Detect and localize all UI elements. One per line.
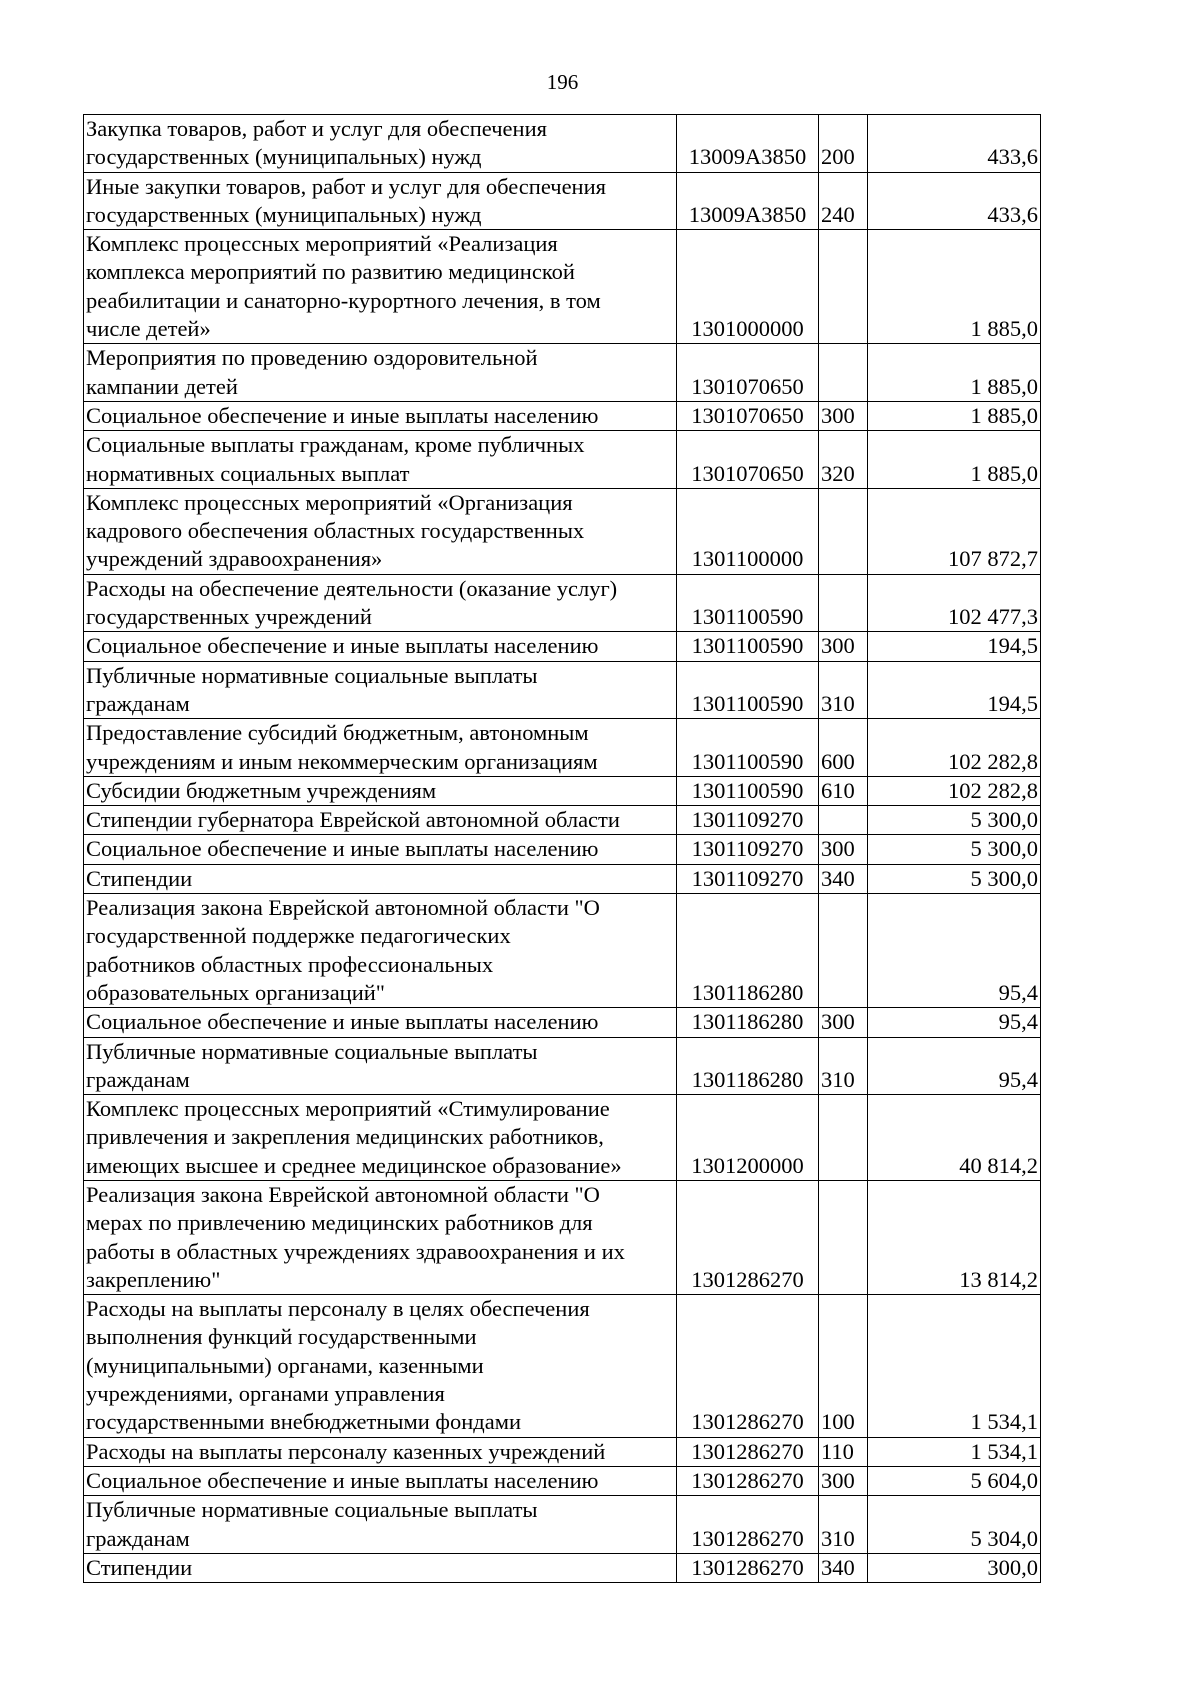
- expense-name-cell: [84, 1437, 677, 1466]
- amount-cell: 13 814,2: [868, 1180, 1041, 1294]
- table-row: [84, 1437, 1041, 1466]
- table-row: [84, 864, 1041, 893]
- expense-type-cell: 300: [819, 1008, 868, 1037]
- expense-type-cell: 340: [819, 1553, 868, 1582]
- expense-name-cell: [84, 1466, 677, 1495]
- amount-cell: 433,6: [868, 172, 1041, 230]
- expense-name-line: гражданам: [86, 1525, 190, 1551]
- expense-name-line: числе детей»: [86, 316, 211, 342]
- target-code-cell: 1301186280: [677, 894, 819, 1008]
- expense-type-cell: 300: [819, 401, 868, 430]
- expense-type-cell: [819, 488, 868, 574]
- expense-name-cell: [84, 1008, 677, 1037]
- amount-cell: 1 534,1: [868, 1437, 1041, 1466]
- target-code-cell: 1301286270: [677, 1553, 819, 1582]
- expense-type-cell: [819, 1180, 868, 1294]
- target-code-cell: 1301070650: [677, 401, 819, 430]
- table-row: [84, 776, 1041, 805]
- expense-type-cell: 110: [819, 1437, 868, 1466]
- expense-name-line: образовательных организаций": [86, 979, 385, 1005]
- expense-name-line: государственных (муниципальных) нужд: [86, 201, 482, 227]
- target-code-cell: 1301186280: [677, 1008, 819, 1037]
- amount-cell: 194,5: [868, 632, 1041, 661]
- target-code-cell: 1301286270: [677, 1295, 819, 1437]
- expense-name-line: государственными внебюджетными фондами: [86, 1409, 522, 1435]
- expense-name-cell: [84, 431, 677, 489]
- expense-name-line: Предоставление субсидий бюджетным, автономным: [86, 720, 589, 746]
- amount-cell: 5 300,0: [868, 864, 1041, 893]
- expense-type-cell: 300: [819, 835, 868, 864]
- expense-type-cell: 600: [819, 719, 868, 777]
- table-row: [84, 1466, 1041, 1495]
- expense-name-line: Публичные нормативные социальные выплаты: [86, 1497, 538, 1523]
- amount-cell: 433,6: [868, 115, 1041, 173]
- expense-name-line: Субсидии бюджетным учреждениям: [86, 777, 437, 803]
- expense-name-line: мерах по привлечению медицинских работников для: [86, 1210, 593, 1236]
- amount-cell: 40 814,2: [868, 1095, 1041, 1181]
- expense-type-cell: [819, 230, 868, 344]
- amount-cell: 1 885,0: [868, 230, 1041, 344]
- amount-cell: 5 304,0: [868, 1496, 1041, 1554]
- amount-cell: 194,5: [868, 661, 1041, 719]
- expense-type-cell: 340: [819, 864, 868, 893]
- expense-name-line: учреждениям и иным некоммерческим организациям: [86, 748, 598, 774]
- expense-type-cell: [819, 894, 868, 1008]
- expense-type-cell: 310: [819, 1496, 868, 1554]
- target-code-cell: 1301100590: [677, 719, 819, 777]
- budget-table: [83, 114, 1041, 1583]
- expense-name-cell: [84, 776, 677, 805]
- page-number: 196: [546, 70, 579, 94]
- target-code-cell: 1301100590: [677, 574, 819, 632]
- expense-name-cell: [84, 344, 677, 402]
- amount-cell: 102 477,3: [868, 574, 1041, 632]
- target-code-cell: 1301070650: [677, 431, 819, 489]
- target-code-cell: 1301286270: [677, 1180, 819, 1294]
- expense-type-cell: 310: [819, 1037, 868, 1095]
- table-row: [84, 1037, 1041, 1095]
- target-code-cell: 1301109270: [677, 806, 819, 835]
- expense-name-line: Расходы на выплаты персоналу в целях обеспечения: [86, 1296, 590, 1322]
- table-row: [84, 488, 1041, 574]
- expense-name-cell: [84, 661, 677, 719]
- expense-name-line: Закупка товаров, работ и услуг для обеспечения: [86, 116, 547, 141]
- amount-cell: 1 885,0: [868, 344, 1041, 402]
- table-row: [84, 806, 1041, 835]
- amount-cell: 1 885,0: [868, 431, 1041, 489]
- target-code-cell: 1301100590: [677, 776, 819, 805]
- expense-name-cell: [84, 488, 677, 574]
- table-row: [84, 230, 1041, 344]
- target-code-cell: 1301286270: [677, 1466, 819, 1495]
- target-code-cell: 1301109270: [677, 835, 819, 864]
- expense-name-line: Расходы на обеспечение деятельности (оказание услуг): [86, 575, 618, 601]
- table-row: [84, 344, 1041, 402]
- expense-name-line: привлечения и закрепления медицинских работников,: [86, 1124, 604, 1150]
- expense-name-line: государственной поддержке педагогических: [86, 923, 511, 949]
- expense-name-cell: [84, 115, 677, 173]
- expense-name-line: кампании детей: [86, 373, 238, 399]
- expense-name-line: Реализация закона Еврейской автономной области "О: [86, 1181, 600, 1207]
- expense-name-line: Реализация закона Еврейской автономной области "О: [86, 895, 600, 921]
- expense-type-cell: 320: [819, 431, 868, 489]
- expense-name-line: учреждениями, органами управления: [86, 1381, 445, 1407]
- expense-name-line: Публичные нормативные социальные выплаты: [86, 662, 538, 688]
- expense-name-cell: [84, 835, 677, 864]
- expense-name-line: работы в областных учреждениях здравоохранения и их: [86, 1238, 625, 1264]
- amount-cell: 95,4: [868, 894, 1041, 1008]
- expense-name-cell: [84, 632, 677, 661]
- amount-cell: 95,4: [868, 1008, 1041, 1037]
- expense-name-cell: [84, 806, 677, 835]
- expense-type-cell: [819, 1095, 868, 1181]
- target-code-cell: 13009А3850: [677, 115, 819, 173]
- expense-name-line: выполнения функций государственными: [86, 1324, 477, 1350]
- table-row: [84, 1496, 1041, 1554]
- expense-name-line: учреждений здравоохранения»: [86, 546, 383, 572]
- expense-name-line: комплекса мероприятий по развитию медицинской: [86, 259, 575, 285]
- table-row: [84, 1008, 1041, 1037]
- table-row: [84, 431, 1041, 489]
- expense-name-cell: [84, 1037, 677, 1095]
- expense-name-cell: [84, 1180, 677, 1294]
- expense-name-line: Социальное обеспечение и иные выплаты населению: [86, 836, 599, 862]
- table-row: [84, 401, 1041, 430]
- expense-name-line: реабилитации и санаторно-курортного лечения, в том: [86, 287, 601, 313]
- expense-name-cell: [84, 1553, 677, 1582]
- expense-name-line: Стипендии: [86, 865, 193, 891]
- expense-name-line: Социальное обеспечение и иные выплаты населению: [86, 633, 599, 659]
- table-row: [84, 719, 1041, 777]
- table-row: [84, 661, 1041, 719]
- amount-cell: 5 300,0: [868, 835, 1041, 864]
- expense-type-cell: 300: [819, 632, 868, 661]
- amount-cell: 1 534,1: [868, 1295, 1041, 1437]
- table-row: [84, 172, 1041, 230]
- expense-name-line: (муниципальными) органами, казенными: [86, 1352, 484, 1378]
- expense-name-line: Расходы на выплаты персоналу казенных учреждений: [86, 1438, 606, 1464]
- expense-type-cell: 300: [819, 1466, 868, 1495]
- table-row: [84, 574, 1041, 632]
- expense-name-line: Социальное обеспечение и иные выплаты населению: [86, 1467, 599, 1493]
- expense-type-cell: 310: [819, 661, 868, 719]
- expense-name-line: Иные закупки товаров, работ и услуг для обеспечения: [86, 173, 606, 199]
- expense-name-line: имеющих высшее и среднее медицинское образование»: [86, 1152, 622, 1178]
- table-row: [84, 1295, 1041, 1437]
- expense-type-cell: [819, 806, 868, 835]
- expense-name-line: работников областных профессиональных: [86, 951, 494, 977]
- expense-type-cell: 200: [819, 115, 868, 173]
- amount-cell: 5 604,0: [868, 1466, 1041, 1495]
- expense-name-line: государственных (муниципальных) нужд: [86, 144, 482, 170]
- expense-name-line: кадрового обеспечения областных государственных: [86, 518, 585, 544]
- expense-type-cell: 610: [819, 776, 868, 805]
- amount-cell: 1 885,0: [868, 401, 1041, 430]
- budget-table-body: [84, 115, 1041, 1583]
- expense-name-cell: [84, 1095, 677, 1181]
- expense-name-line: Комплекс процессных мероприятий «Реализация: [86, 231, 558, 257]
- table-row: [84, 1553, 1041, 1582]
- expense-name-cell: [84, 172, 677, 230]
- table-row: [84, 894, 1041, 1008]
- expense-name-line: Социальное обеспечение и иные выплаты населению: [86, 402, 599, 428]
- amount-cell: 95,4: [868, 1037, 1041, 1095]
- expense-name-line: Социальные выплаты гражданам, кроме публичных: [86, 432, 585, 458]
- expense-name-cell: [84, 574, 677, 632]
- expense-type-cell: 240: [819, 172, 868, 230]
- expense-type-cell: [819, 344, 868, 402]
- amount-cell: 102 282,8: [868, 719, 1041, 777]
- table-row: [84, 115, 1041, 173]
- expense-name-line: Мероприятия по проведению оздоровительной: [86, 345, 538, 371]
- target-code-cell: 1301100590: [677, 661, 819, 719]
- target-code-cell: 1301109270: [677, 864, 819, 893]
- expense-name-line: гражданам: [86, 690, 190, 716]
- target-code-cell: 1301100000: [677, 488, 819, 574]
- target-code-cell: 1301286270: [677, 1496, 819, 1554]
- expense-name-cell: [84, 401, 677, 430]
- expense-name-cell: [84, 1295, 677, 1437]
- table-row: [84, 1180, 1041, 1294]
- expense-name-cell: [84, 894, 677, 1008]
- target-code-cell: 1301286270: [677, 1437, 819, 1466]
- expense-name-cell: [84, 864, 677, 893]
- expense-name-line: Комплекс процессных мероприятий «Стимулирование: [86, 1096, 610, 1122]
- expense-name-cell: [84, 1496, 677, 1554]
- table-row: [84, 632, 1041, 661]
- expense-name-line: Социальное обеспечение и иные выплаты населению: [86, 1009, 599, 1035]
- expense-name-line: Комплекс процессных мероприятий «Организация: [86, 489, 573, 515]
- expense-name-line: гражданам: [86, 1066, 190, 1092]
- expense-type-cell: 100: [819, 1295, 868, 1437]
- amount-cell: 300,0: [868, 1553, 1041, 1582]
- target-code-cell: 1301200000: [677, 1095, 819, 1181]
- target-code-cell: 1301000000: [677, 230, 819, 344]
- target-code-cell: 1301186280: [677, 1037, 819, 1095]
- expense-name-line: государственных учреждений: [86, 604, 372, 630]
- table-row: [84, 1095, 1041, 1181]
- amount-cell: 107 872,7: [868, 488, 1041, 574]
- expense-name-cell: [84, 719, 677, 777]
- expense-name-line: Стипендии: [86, 1554, 193, 1580]
- target-code-cell: 1301070650: [677, 344, 819, 402]
- expense-name-line: Стипендии губернатора Еврейской автономной области: [86, 807, 620, 833]
- target-code-cell: 1301100590: [677, 632, 819, 661]
- expense-name-line: Публичные нормативные социальные выплаты: [86, 1038, 538, 1064]
- expense-name-line: закреплению": [86, 1266, 221, 1292]
- target-code-cell: 13009А3850: [677, 172, 819, 230]
- expense-name-cell: [84, 230, 677, 344]
- amount-cell: 102 282,8: [868, 776, 1041, 805]
- amount-cell: 5 300,0: [868, 806, 1041, 835]
- table-row: [84, 835, 1041, 864]
- expense-type-cell: [819, 574, 868, 632]
- expense-name-line: нормативных социальных выплат: [86, 460, 410, 486]
